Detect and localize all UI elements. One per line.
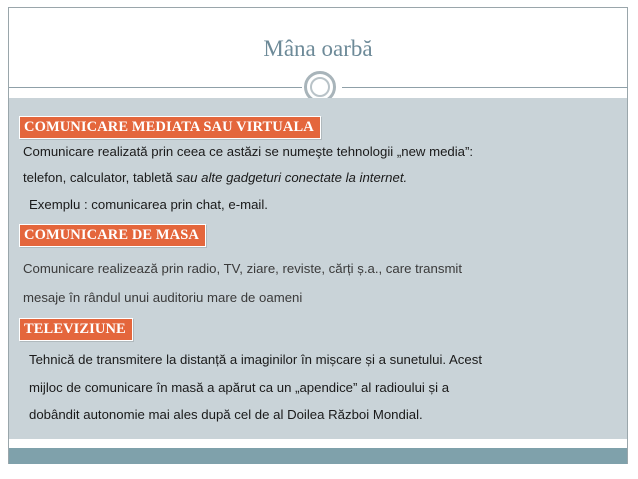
footer-bar <box>9 448 627 464</box>
section-tv-line-2: mijloc de comunicare în masă a apărut ca un „apendice” al radioului și a <box>29 380 450 395</box>
section-mediata-line-2-text: telefon, calculator, tabletă <box>23 170 177 185</box>
circle-ornament-inner-icon <box>310 77 330 97</box>
section-heading-mediata: COMUNICARE MEDIATA SAU VIRTUALA <box>19 116 321 139</box>
section-tv-line-3: dobândit autonomie mai ales după cel de al Doilea Război Mondial. <box>29 407 423 422</box>
section-mediata-line-2-italic: sau alte gadgeturi conectate la internet. <box>176 170 408 185</box>
section-masa-line-2: mesaje în rândul unui auditoriu mare de oameni <box>23 290 303 305</box>
title-divider-right <box>342 87 628 88</box>
section-masa-line-1: Comunicare realizează prin radio, TV, ziare, reviste, cărți ș.a., care transmit <box>23 261 463 276</box>
title-divider-left <box>9 87 302 88</box>
content-area <box>9 98 627 439</box>
slide-title: Mâna oarbă <box>263 36 373 61</box>
section-mediata-line-1: Comunicare realizată prin ceea ce astăzi se numeşte tehnologii „new media”: <box>23 144 474 159</box>
section-heading-televiziune: TELEVIZIUNE <box>19 318 133 341</box>
section-mediata-example: Exemplu : comunicarea prin chat, e-mail. <box>29 197 268 212</box>
section-heading-masa: COMUNICARE DE MASA <box>19 224 206 247</box>
slide-frame <box>8 7 628 464</box>
section-tv-line-1: Tehnică de transmitere la distanță a imaginilor în mișcare și a sunetului. Acest <box>29 352 482 367</box>
title-area <box>9 8 627 94</box>
section-mediata-line-2 <box>23 170 407 185</box>
